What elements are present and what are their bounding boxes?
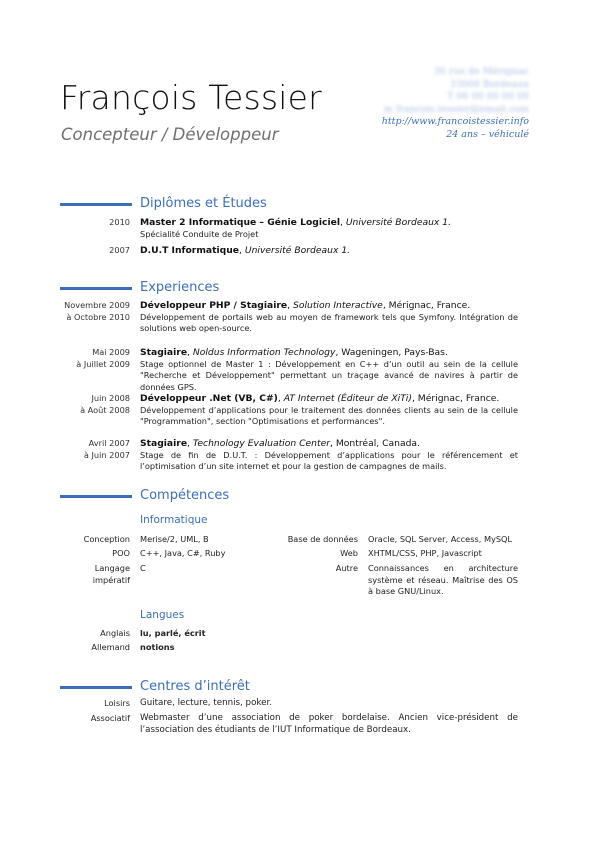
skill-label	[40, 563, 130, 586]
exp-place: , Mérignac, France.	[382, 300, 471, 311]
exp-role: Développeur .Net (VB, C#)	[140, 393, 278, 404]
skill-value: Oracle, SQL Server, Access, MySQL	[368, 534, 513, 544]
degree: D.U.T Informatique	[140, 245, 239, 256]
skill-value: Merise/2, UML, B	[140, 534, 209, 544]
language-label: Allemand	[91, 642, 130, 652]
exp-role: Développeur PHP / Stagiaire	[140, 300, 288, 311]
skill-label: Web	[340, 548, 358, 558]
contact-email: m francois.tessier@email.com	[383, 103, 529, 115]
skill-value: C++, Java, C#, Ruby	[140, 548, 226, 558]
language-level: notions	[140, 642, 175, 652]
skill-label: Base de données	[287, 534, 358, 544]
degree: Master 2 Informatique – Génie Logiciel	[140, 217, 340, 228]
exp-place: , Montréal, Canada.	[330, 438, 420, 449]
language-label: Anglais	[100, 628, 130, 638]
exp-company: AT Internet (Éditeur de XiTi)	[283, 393, 412, 404]
contact-phone: T 06 00 00 00 00	[447, 91, 529, 103]
skill-label-line: Langage	[94, 563, 130, 573]
exp-date-start: Mai 2009	[92, 347, 130, 357]
exp-date-start: Avril 2007	[88, 438, 130, 448]
website-link[interactable]: http://www.francoistessier.info	[381, 116, 529, 128]
skill-label: Conception	[83, 534, 130, 544]
education-date: 2007	[109, 245, 130, 255]
section-bar	[60, 686, 132, 689]
skill-label: Autre	[335, 563, 358, 573]
exp-role: Stagiaire	[140, 347, 188, 358]
section-bar	[60, 203, 132, 206]
education-detail: Spécialité Conduite de Projet	[140, 228, 259, 239]
exp-place: , Wageningen, Pays-Bas.	[335, 347, 448, 358]
exp-desc: Stage de fin de D.U.T. : Développement d’applications pour le référencement et l’optimisation d’un site internet et pour la gestion de campagnes de mails.	[140, 449, 518, 471]
contact-address: 30 rue de Mérignac	[433, 66, 529, 77]
exp-role: Stagiaire	[140, 438, 188, 449]
skill-label: POO	[112, 548, 130, 558]
skill-label-line: impératif	[92, 574, 130, 585]
subsection-langues: Langues	[140, 609, 185, 621]
contact-age: 24 ans – véhiculé	[446, 128, 529, 140]
section-bar	[60, 287, 132, 290]
exp-date-end: à Juillet 2009	[76, 358, 130, 369]
exp-date-start: Novembre 2009	[64, 300, 130, 310]
school: Université Bordeaux 1.	[345, 217, 452, 228]
interest-value: Webmaster d’une association de poker bordelaise. Ancien vice-président de l’association des étudiants de l’IUT Informatique de Bordeaux.	[140, 713, 518, 735]
subsection-informatique: Informatique	[140, 514, 208, 526]
section-title-experience: Experiences	[140, 280, 220, 295]
skill-value: XHTML/CSS, PHP, Javascript	[368, 548, 482, 558]
exp-date-end: à Octobre 2010	[66, 311, 130, 322]
skill-value: Connaissances en architecture système et réseau. Maîtrise des OS à base GNU/Linux.	[368, 563, 518, 596]
interest-value: Guitare, lecture, tennis, poker.	[140, 698, 272, 708]
language-level: lu, parlé, écrit	[140, 628, 206, 638]
exp-date-start: Juin 2008	[91, 393, 130, 403]
cv-name: François Tessier	[60, 78, 322, 117]
interest-label: Loisirs	[104, 698, 130, 708]
section-title-skills: Compétences	[140, 488, 230, 503]
exp-desc: Développement d’applications pour le traitement des données clients au sein de la cellule "Programmation", section "Optimisations et performances".	[140, 404, 518, 426]
contact-city: 33000 Bordeaux	[449, 78, 529, 90]
exp-company: Solution Interactive	[293, 300, 383, 311]
contact-block	[382, 66, 529, 142]
section-title-interests: Centres d’intérêt	[140, 679, 250, 694]
exp-company: Noldus Information Technology	[192, 347, 336, 358]
exp-date-end: à Août 2008	[80, 404, 130, 415]
exp-place: , Mérignac, France.	[411, 393, 500, 404]
cv-title: Concepteur / Développeur	[61, 125, 279, 144]
section-title-education: Diplômes et Études	[140, 196, 267, 211]
exp-company: Technology Evaluation Center	[192, 438, 331, 449]
exp-date-end: à Juin 2007	[83, 449, 130, 460]
section-bar	[60, 495, 132, 498]
school: Université Bordeaux 1.	[244, 245, 351, 256]
exp-desc: Stage optionnel de Master 1 : Développement en C++ d’un outil au sein de la cellule "Recherche et Développement" permettant un traçage avancé de navires à partir de données GPS.	[140, 358, 518, 392]
exp-desc: Développement de portails web au moyen de framework tels que Symfony. Intégration de solutions web open-source.	[140, 311, 518, 333]
interest-label: Associatif	[90, 713, 130, 723]
skill-value: C	[140, 563, 146, 573]
education-date: 2010	[109, 217, 130, 227]
